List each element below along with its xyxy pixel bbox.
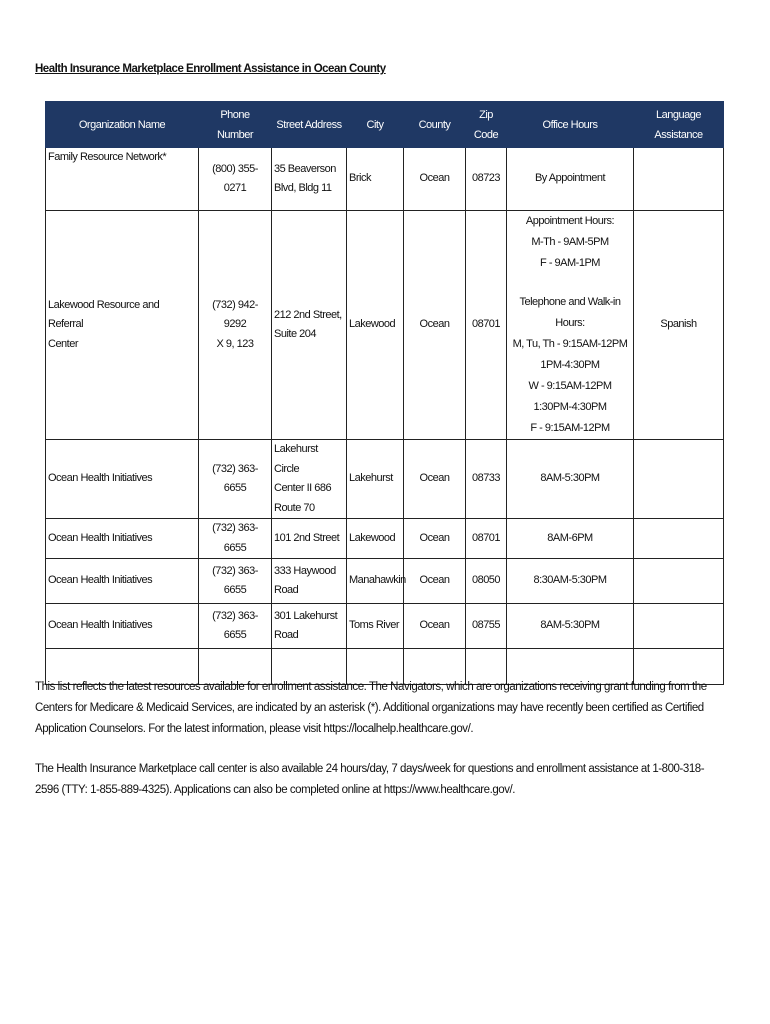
address-line: 301 Lakehurst [274,609,338,622]
table-row [46,559,724,604]
header-city: City [347,102,404,148]
address-line: 333 Haywood [274,564,336,577]
phone-line: X 9, 123 [216,337,254,350]
enrollment-assistance-table [45,101,724,685]
header-county: County [404,102,466,148]
cell-city: Brick [347,148,404,211]
hours-line: F - 9AM-1PM [540,257,600,269]
hours-line: Telephone and Walk-in Hours: [519,296,621,329]
cell-zip: 08733 [466,440,507,519]
cell-org: Ocean Health Initiatives [46,440,199,519]
hours-line: 1PM-4:30PM [540,359,600,371]
cell-city: Toms River [347,604,404,649]
cell-phone: (800) 355-0271 [199,148,272,211]
hours-line: W - 9:15AM-12PM [528,380,612,392]
address-line: Lakehurst Circle [274,443,318,475]
address-line: 212 2nd Street, [274,308,342,321]
table-row [46,148,724,211]
cell-zip: 08050 [466,559,507,604]
cell-county: Ocean [404,148,466,211]
header-organization-name: Organization Name [46,102,199,148]
document-title: Health Insurance Marketplace Enrollment Assistance in Ocean County [35,63,386,75]
header-phone-line2: Number [216,128,254,141]
hours-line: F - 9:15AM-12PM [530,422,610,434]
cell-office-hours: 8:30AM-5:30PM [507,559,634,604]
table-row [46,604,724,649]
cell-language: Spanish [634,211,724,440]
cell-language [634,604,724,649]
cell-zip: 08701 [466,519,507,559]
footer-note-call-center: The Health Insurance Marketplace call center is also available 24 hours/day, 7 days/week for questions and enrollment assistance at 1-800-318-2596 (TTY: 1-855-889-4325). Applications can also be completed online at https://www.healthcare.gov/. [35,763,705,796]
header-zip-code [466,102,507,148]
cell-office-hours: 8AM-6PM [507,519,634,559]
cell-address [272,211,347,440]
cell-office-hours: 8AM-5:30PM [507,604,634,649]
cell-city: Lakewood [347,519,404,559]
address-line: Road [274,584,299,596]
cell-address [272,604,347,649]
address-line: Route 70 [274,501,315,514]
cell-language [634,440,724,519]
hours-line: 1:30PM-4:30PM [533,401,607,413]
cell-zip: 08723 [466,148,507,211]
cell-language [634,559,724,604]
address-line: Center II 686 [274,482,332,494]
cell-office-hours: 8AM-5:30PM [507,440,634,519]
cell-org: Family Resource Network* [46,148,199,211]
cell-county: Ocean [404,519,466,559]
cell-phone [199,211,272,440]
cell-org: Ocean Health Initiatives [46,519,199,559]
org-line: Lakewood Resource and Referral [48,298,160,331]
cell-city: Lakewood [347,211,404,440]
cell-language [634,519,724,559]
cell-phone: (732) 363-6655 [199,519,272,559]
header-zip-line1: Zip [479,108,493,121]
hours-line: M, Tu, Th - 9:15AM-12PM [512,338,628,350]
cell-org: Ocean Health Initiatives [46,559,199,604]
header-office-hours: Office Hours [507,102,634,148]
cell-county: Ocean [404,559,466,604]
cell-office-hours [507,211,634,440]
cell-office-hours: By Appointment [507,148,634,211]
header-zip-line2: Code [473,128,499,141]
cell-city: Manahawkin [347,559,404,604]
cell-language [634,148,724,211]
cell-address [272,148,347,211]
phone-line: (732) 942-9292 [212,298,258,331]
header-language-assistance: Language Assistance [634,102,724,148]
table-row [46,440,724,519]
address-line: 35 Beaverson [274,162,336,175]
table-header-row [46,102,724,148]
address-line: Road [274,629,299,641]
address-line: Suite 204 [274,328,316,340]
org-line: Center [48,337,79,350]
cell-city: Lakehurst [347,440,404,519]
cell-phone: (732) 363-6655 [199,604,272,649]
hours-line: M-Th - 9AM-5PM [531,236,609,248]
cell-address [272,559,347,604]
header-street-address: Street Address [272,102,347,148]
hours-line: Appointment Hours: [525,215,615,227]
table-row [46,519,724,559]
cell-org [46,211,199,440]
cell-address [272,440,347,519]
footer-note-resources: This list reflects the latest resources available for enrollment assistance. The Navigators, which are organizations receiving grant funding from the Centers for Medicare & Medicaid Services, are indicated by an asterisk (*). Additional organizations may have recently been certified as Certified Application Counselors. For the latest information, please visit https://localhelp.healthcare.gov/. [35,681,707,735]
cell-org: Ocean Health Initiatives [46,604,199,649]
cell-county: Ocean [404,211,466,440]
cell-zip: 08701 [466,211,507,440]
cell-address: 101 2nd Street [272,519,347,559]
table-row [46,211,724,440]
cell-phone: (732) 363-6655 [199,440,272,519]
header-phone-number [199,102,272,148]
cell-county: Ocean [404,604,466,649]
header-phone-line1: Phone [220,108,250,121]
cell-county: Ocean [404,440,466,519]
cell-phone: (732) 363-6655 [199,559,272,604]
address-line: Blvd, Bldg 11 [274,182,332,194]
cell-zip: 08755 [466,604,507,649]
hours-spacer [509,274,631,292]
